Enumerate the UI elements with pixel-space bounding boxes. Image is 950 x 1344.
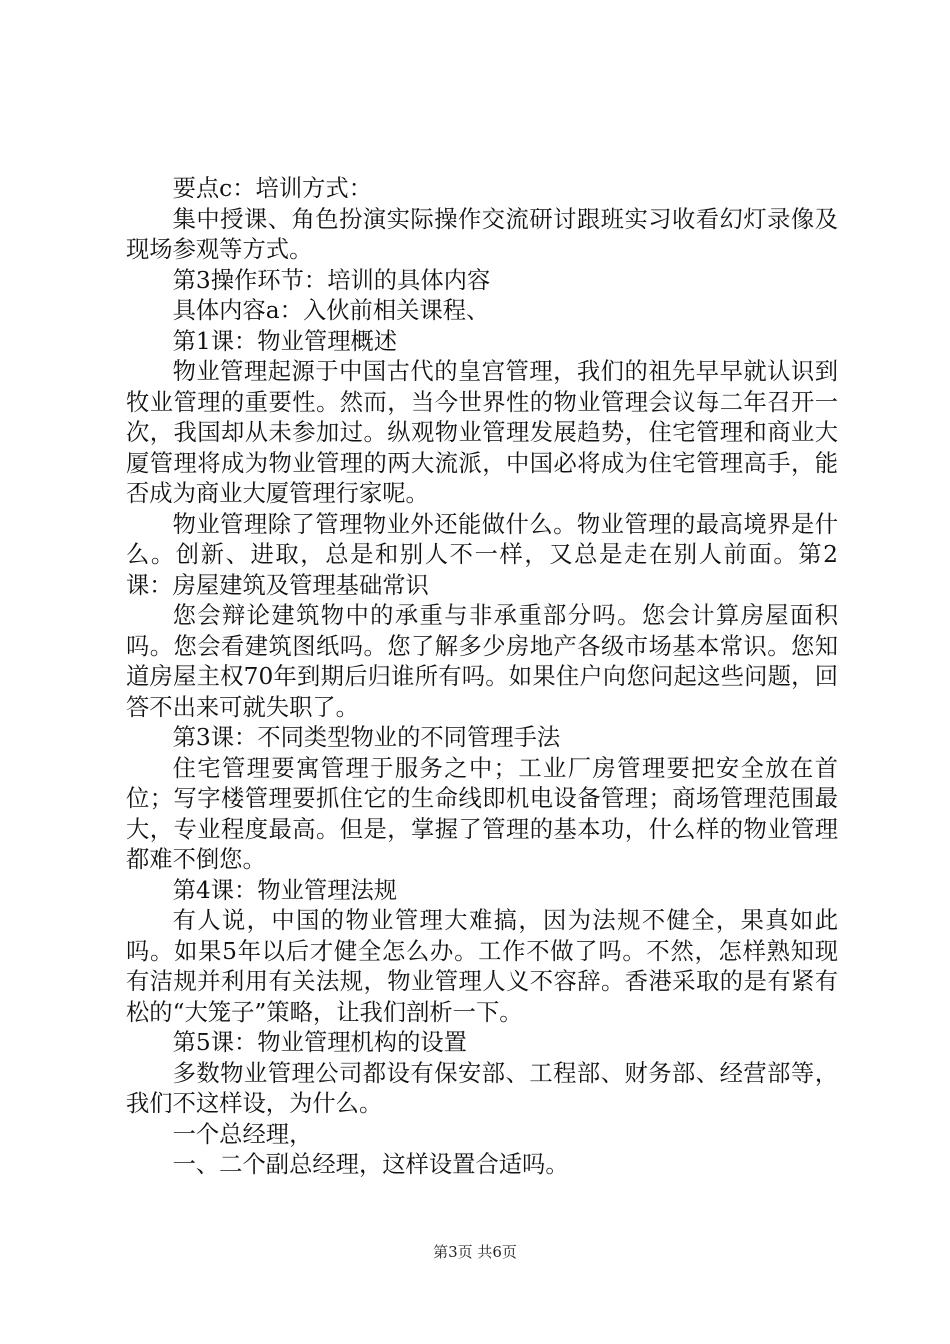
- paragraph-lesson-2-body: 您会辩论建筑物中的承重与非承重部分吗。您会计算房屋面积吗。您会看建筑图纸吗。您了解多少房地产各级市场基本常识。您知道房屋主权70年到期后归谁所有吗。如果住户向您问起这些问题，回答不出来可就失职了。: [126, 602, 838, 721]
- paragraph-training-method-heading: 要点c：培训方式：: [172, 175, 373, 202]
- document-body: [126, 174, 838, 1181]
- paragraph-lesson-3-body: 住宅管理要寓管理于服务之中；工业厂房管理要把安全放在首位；写字楼管理要抓住它的生命线即机电设备管理；商场管理范围最大，专业程度最高。但是，掌握了管理的基本功，什么样的物业管理都难不倒您。: [126, 754, 838, 873]
- paragraph-lesson-5-body: 多数物业管理公司都设有保安部、工程部、财务部、经营部等，我们不这样设，为什么。: [126, 1059, 838, 1117]
- paragraph-lesson-1-body-2: 物业管理除了管理物业外还能做什么。物业管理的最高境界是什么。创新、进取，总是和别人不一样，又总是走在别人前面。第2课：房屋建筑及管理基础常识: [126, 510, 838, 599]
- paragraph-lesson-4-heading: 第4课：物业管理法规: [172, 876, 398, 904]
- paragraph-training-method-list: 集中授课、角色扮演实际操作交流研讨跟班实习收看幻灯录像及现场参观等方式。: [126, 205, 838, 263]
- paragraph-lesson-1-body: 物业管理起源于中国古代的皇宫管理，我们的祖先早早就认识到牧业管理的重要性。然而，当今世界性的物业管理会议每二年召开一次，我国却从未参加过。纵观物业管理发展趋势，住宅管理和商业大厦管理将成为物业管理的两大流派，中国必将成为住宅管理高手，能否成为商业大厦管理行家呢。: [126, 358, 838, 507]
- paragraph-lesson-4-body: 有人说，中国的物业管理大难搞，因为法规不健全，果真如此吗。如果5年以后才健全怎么办。工作不做了吗。不然，怎样熟知现有洁规并利用有关法规，物业管理人义不容辞。香港采取的是有紧有松的“大笼子”策略，让我们剖析一下。: [126, 907, 838, 1026]
- paragraph-content-a-heading: 具体内容a：入伙前相关课程、: [172, 297, 490, 324]
- paragraph-step-3-heading: 第3操作环节：培训的具体内容: [172, 266, 491, 294]
- paragraph-deputy-managers: 一、二个副总经理，这样设置合适吗。: [172, 1151, 569, 1178]
- page-number-footer: 第3页 共6页: [433, 1243, 517, 1261]
- paragraph-general-manager: 一个总经理，: [172, 1120, 313, 1148]
- paragraph-lesson-5-heading: 第5课：物业管理机构的设置: [172, 1029, 467, 1056]
- paragraph-lesson-3-heading: 第3课：不同类型物业的不同管理手法: [172, 724, 561, 751]
- paragraph-lesson-1-heading: 第1课：物业管理概述: [172, 327, 398, 355]
